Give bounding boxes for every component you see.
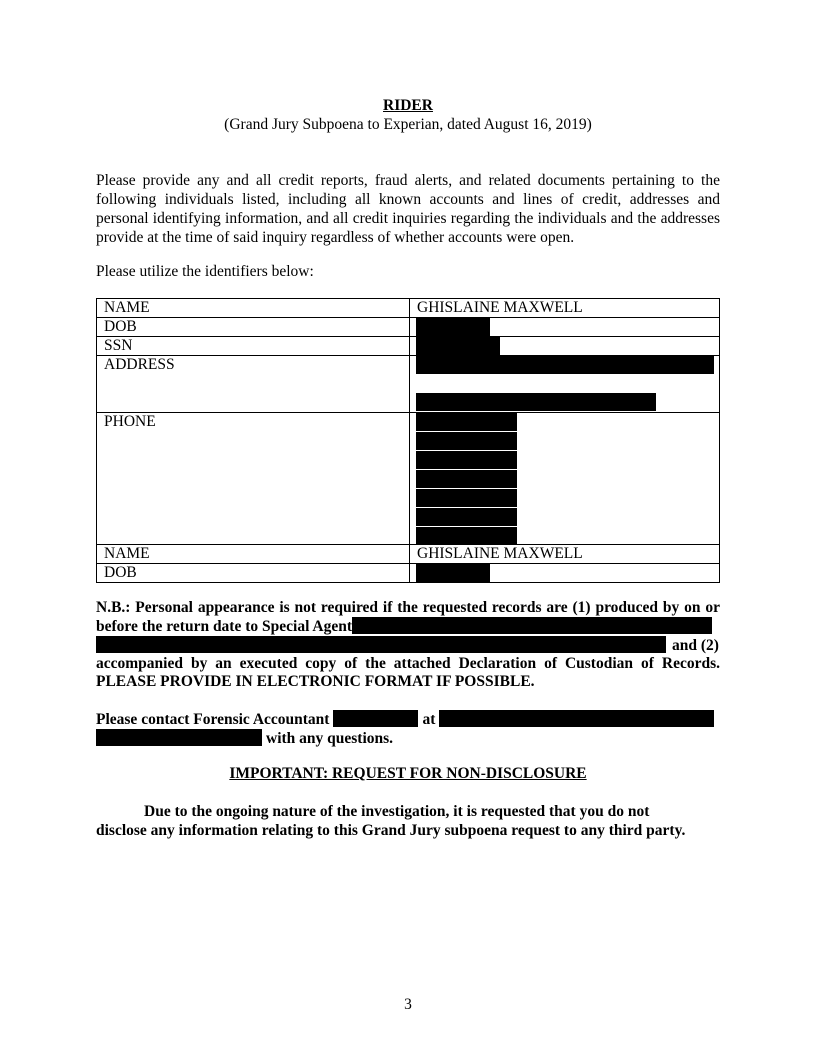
redaction-block xyxy=(416,451,517,470)
contact-end-text: with any questions. xyxy=(266,730,394,747)
dob2-value xyxy=(410,564,720,583)
document-title: RIDER xyxy=(383,97,433,114)
document-subtitle: (Grand Jury Subpoena to Experian, dated August 16, 2019) xyxy=(224,116,592,133)
redaction-block xyxy=(416,470,517,489)
table-row xyxy=(97,413,720,545)
nb-line-3 xyxy=(96,636,720,655)
nondisclosure-line-2: disclose any information relating to this Grand Jury subpoena request to any third party. xyxy=(96,822,686,839)
nb-line-2 xyxy=(96,617,720,636)
redaction-block xyxy=(416,527,517,544)
table-row xyxy=(97,545,720,564)
nb-paragraph xyxy=(96,599,720,691)
name-label: NAME xyxy=(97,299,410,318)
redaction-block xyxy=(96,729,262,746)
page-number: 3 xyxy=(404,996,412,1013)
table-row xyxy=(97,356,720,413)
phone-value xyxy=(410,413,720,545)
redaction-block xyxy=(416,508,517,527)
nb-line-5: PLEASE PROVIDE IN ELECTRONIC FORMAT IF POSSIBLE. xyxy=(96,673,535,690)
name2-value: GHISLAINE MAXWELL xyxy=(410,545,720,564)
redaction-block xyxy=(416,413,517,432)
nb-line-2-text: before the return date to Special Agent xyxy=(96,618,352,635)
redaction-block xyxy=(352,617,712,634)
redaction-block xyxy=(416,489,517,508)
address-value xyxy=(410,356,720,413)
nondisclosure-paragraph xyxy=(96,802,720,840)
redaction-block xyxy=(416,318,490,336)
redaction-block xyxy=(416,356,714,374)
contact-paragraph xyxy=(96,710,720,748)
redaction-block xyxy=(333,710,418,727)
nb-line-4: accompanied by an executed copy of the attached Declaration of Custodian of Records. xyxy=(96,655,720,672)
dob-label: DOB xyxy=(97,318,410,337)
ssn-label: SSN xyxy=(97,337,410,356)
intro-paragraph: Please provide any and all credit reports, fraud alerts, and related documents pertaining to the following individuals listed, including all known accounts and lines of credit, addresses and personal identifying information, and all credit inquiries regarding the individuals and the addresses provide at the time of said inquiry regardless of whether accounts were open. xyxy=(96,172,720,246)
dob2-label: DOB xyxy=(97,564,410,583)
name2-label: NAME xyxy=(97,545,410,564)
redaction-block xyxy=(96,636,666,653)
contact-line-2 xyxy=(96,729,720,748)
contact-line-1 xyxy=(96,710,720,729)
redaction-block xyxy=(416,432,517,451)
contact-start-text: Please contact Forensic Accountant xyxy=(96,711,330,728)
address-label: ADDRESS xyxy=(97,356,410,413)
utilize-paragraph: Please utilize the identifiers below: xyxy=(96,263,314,280)
redaction-block xyxy=(416,393,656,411)
identifiers-table xyxy=(96,298,720,583)
redaction-block xyxy=(439,710,714,727)
contact-at-text: at xyxy=(422,711,436,728)
nb-line-1: N.B.: Personal appearance is not required if the requested records are (1) produced by on or xyxy=(96,599,720,616)
phone-label: PHONE xyxy=(97,413,410,545)
important-heading: IMPORTANT: REQUEST FOR NON-DISCLOSURE xyxy=(229,765,587,782)
table-row xyxy=(97,299,720,318)
name-value: GHISLAINE MAXWELL xyxy=(410,299,720,318)
table-row xyxy=(97,564,720,583)
table-row xyxy=(97,318,720,337)
nb-line-3-text: and (2) xyxy=(672,637,719,654)
table-row xyxy=(97,337,720,356)
ssn-value xyxy=(410,337,720,356)
dob-value xyxy=(410,318,720,337)
redaction-block xyxy=(416,564,490,582)
nondisclosure-line-1: Due to the ongoing nature of the investigation, it is requested that you do not xyxy=(144,803,650,820)
redaction-block xyxy=(416,337,500,355)
